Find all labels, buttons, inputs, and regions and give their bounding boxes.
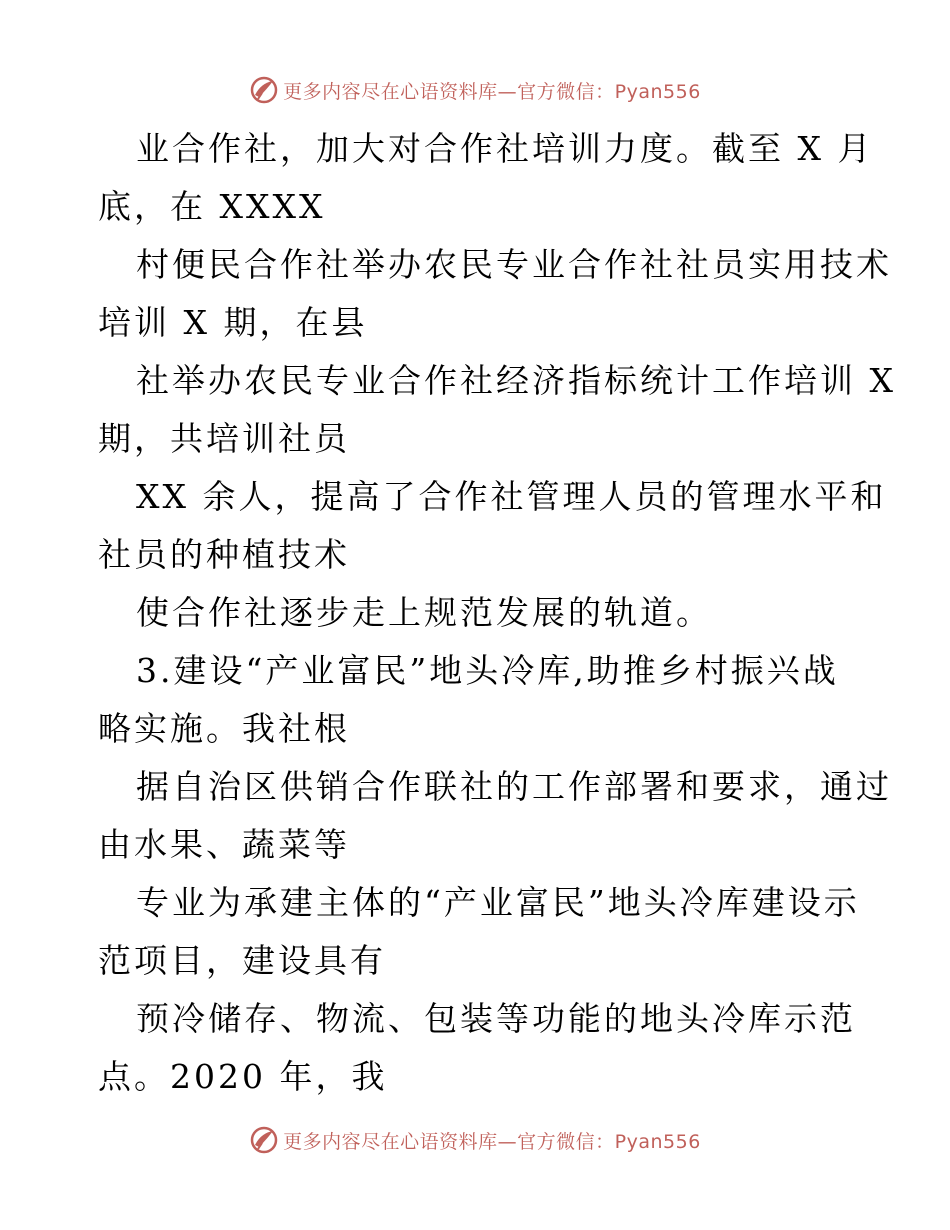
text-line: 社员的种植技术 — [98, 535, 350, 574]
text-line: 点。2020 年，我 — [98, 1057, 388, 1096]
text-line: 专业为承建主体的“产业富民”地头冷库建设示 — [136, 883, 860, 922]
text-line: 由水果、蔬菜等 — [98, 825, 350, 864]
header-banner-text: 更多内容尽在心语资料库—官方微信：Pyan556 — [283, 80, 701, 103]
text-line: 底，在 XXXX — [98, 187, 326, 226]
text-line: 预冷储存、物流、包装等功能的地头冷库示范 — [136, 999, 856, 1038]
text-line: 业合作社，加大对合作社培训力度。截至 X 月 — [136, 129, 874, 168]
text-line: 范项目，建设具有 — [98, 941, 386, 980]
footer-banner — [0, 1120, 950, 1160]
text-line: 社举办农民专业合作社经济指标统计工作培训 X — [136, 361, 896, 400]
document-body — [98, 120, 896, 1106]
text-line: XX 余人，提高了合作社管理人员的管理水平和 — [136, 477, 887, 516]
text-line: 村便民合作社举办农民专业合作社社员实用技术 — [136, 245, 892, 284]
text-line: 略实施。我社根 — [98, 709, 350, 748]
text-line: 期，共培训社员 — [98, 419, 350, 458]
pen-logo-icon — [249, 1125, 279, 1155]
footer-banner-text: 更多内容尽在心语资料库—官方微信：Pyan556 — [283, 1130, 701, 1153]
text-line: 3.建设“产业富民”地头冷库,助推乡村振兴战 — [136, 651, 839, 690]
text-line: 培训 X 期，在县 — [98, 303, 368, 342]
text-line: 据自治区供销合作联社的工作部署和要求，通过 — [136, 767, 892, 806]
text-line: 使合作社逐步走上规范发展的轨道。 — [136, 593, 712, 632]
pen-logo-icon — [249, 75, 279, 105]
header-banner — [0, 70, 950, 110]
